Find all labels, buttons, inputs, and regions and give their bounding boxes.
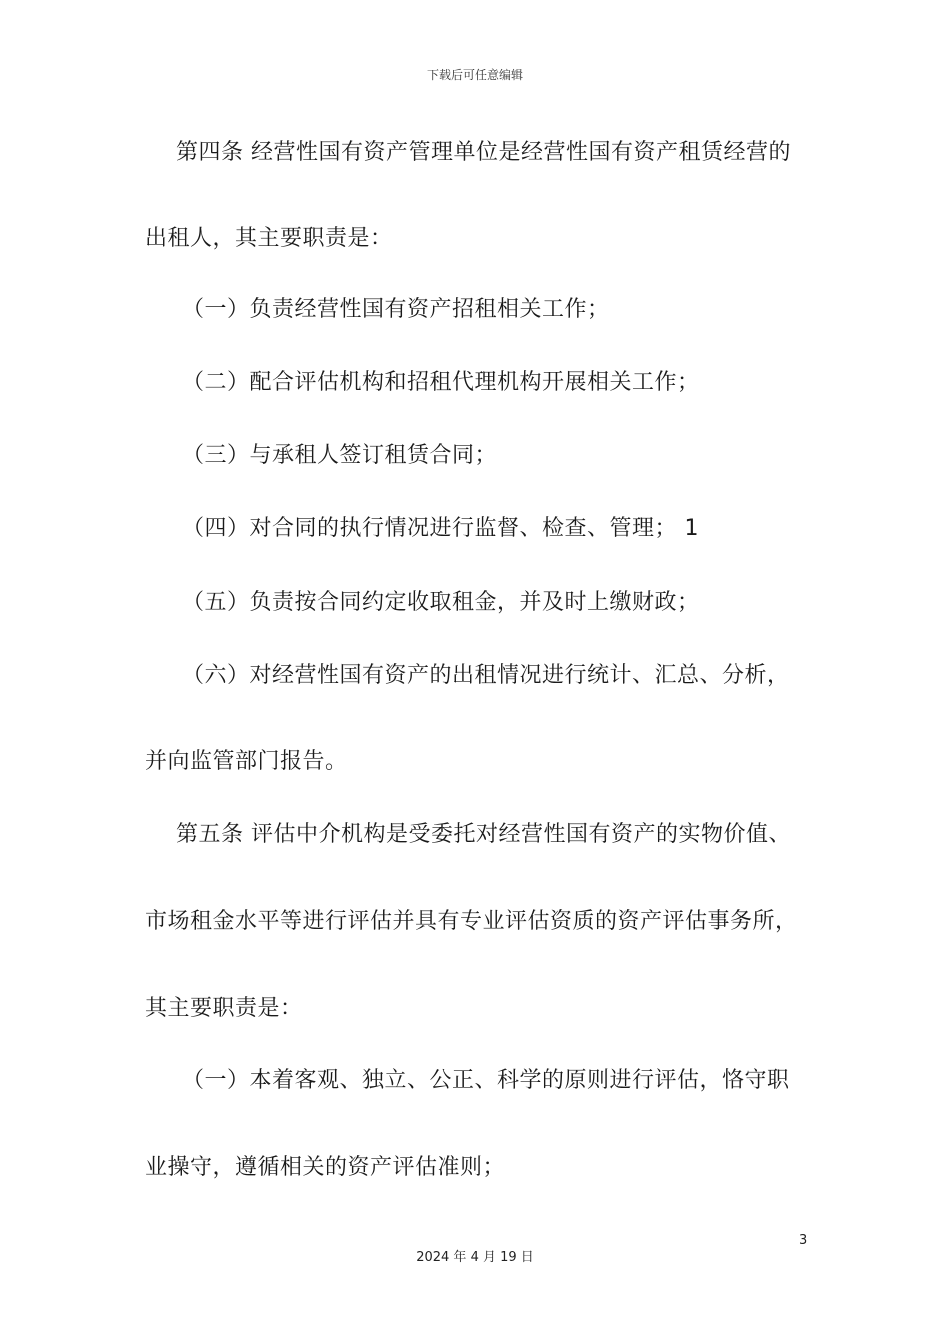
page-header: 下载后可任意编辑 [426,68,523,82]
article-4-line-2: 出租人，其主要职责是： [145,226,393,251]
page-number: 3 [799,1233,808,1248]
article-4-item-3: （三）与承租人签订租赁合同； [182,443,498,468]
page-footer-date: 2024 年 4 月 19 日 [416,1250,534,1265]
article-4-item-1: （一）负责经营性国有资产招租相关工作； [182,297,610,322]
article-5-item-1: （一）本着客观、独立、公正、科学的原则进行评估，恪守职 [182,1068,790,1093]
article-4-item-2: （二）配合评估机构和招租代理机构开展相关工作； [182,370,700,395]
article-5-line-2: 市场租金水平等进行评估并具有专业评估资质的资产评估事务所， [145,909,798,934]
article-5-line-3: 其主要职责是： [145,996,303,1021]
article-5-item-1-cont: 业操守，遵循相关的资产评估准则； [145,1155,506,1180]
article-4-item-6-cont: 并向监管部门报告。 [145,749,348,774]
article-5-line-1: 第五条 评估中介机构是受委托对经营性国有资产的实物价值、 [176,822,791,847]
article-4-item-4: （四）对合同的执行情况进行监督、检查、管理； 1 [182,516,699,541]
article-4-item-6: （六）对经营性国有资产的出租情况进行统计、汇总、分析， [182,663,790,688]
article-4-item-5: （五）负责按合同约定收取租金，并及时上缴财政； [182,590,700,615]
article-4-line-1: 第四条 经营性国有资产管理单位是经营性国有资产租赁经营的 [176,140,791,165]
